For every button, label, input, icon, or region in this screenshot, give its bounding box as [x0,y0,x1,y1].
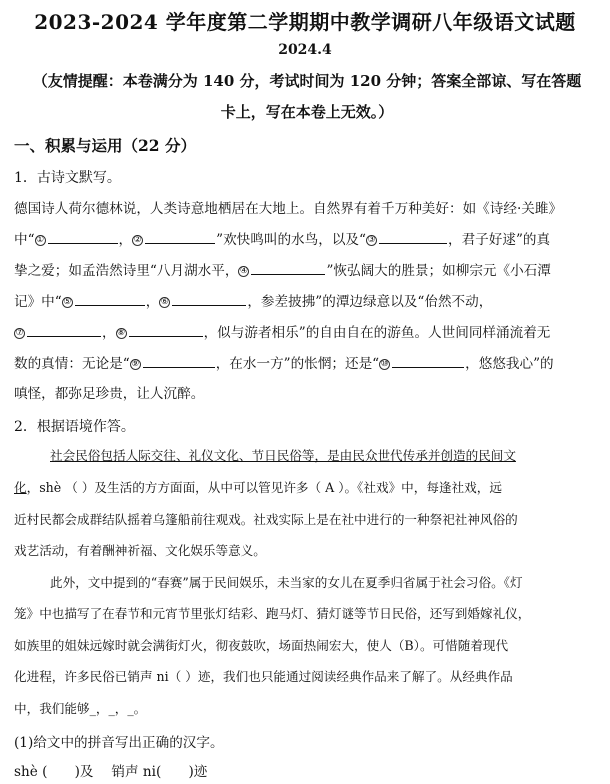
q1-text: ”欢快鸣叫的水鸟，以及“ [216,232,366,248]
q1-text: ，在水一方”的怅惘；还是“ [215,356,380,372]
answer-blank-5[interactable] [75,291,145,306]
blank-number-1: ① [36,235,45,245]
q2-passage-line-3: 近村民都会成群结队摇着乌篷船前往观戏。社戏实际上是在社中进行的一种祭祀社神风俗的 [14,512,518,527]
blank-number-3: ③ [367,235,376,245]
q2-passage-line-2 [14,478,600,498]
q2-passage-line-8: 化进程，许多民俗已销声 ni（ ）迹，我们也只能通过阅读经典作品来了解了。从经典作品 [14,669,513,684]
blank-number-9: ⑨ [131,359,140,369]
blank-number-7: ⑦ [15,328,24,338]
q1-line-2 [14,229,600,250]
blank-number-4: ④ [239,266,248,276]
answer-blank-8[interactable] [129,322,203,337]
q1-text: ，似与游者相乐”的自由自在的游鱼。人世间同样涌流着无 [203,325,551,341]
q2-passage-line-5: 此外，文中提到的“春赛”属于民间娱乐，未当家的女儿在夏季归省属于社会习俗。《灯 [50,575,523,590]
q1-text: 数的真情：无论是“ [14,356,130,372]
q1-line-5 [14,322,600,343]
q1-text: 中“ [14,232,35,248]
q1-line-1: 德国诗人荷尔德林说，人类诗意地栖居在大地上。自然界有着千万种美好：如《诗经·关雎》 [14,201,563,217]
answer-blank-4[interactable] [251,260,325,275]
answer-blank-6[interactable] [172,291,246,306]
blank-number-5: ⑤ [63,297,72,307]
section-heading: 一、积累与运用（22 分） [14,136,196,155]
q1-text: 记》中“ [14,294,62,310]
q1-line-7: 嗔怪，都弥足珍贵，让人沉醉。 [14,386,205,402]
blank-number-2: ② [133,235,142,245]
q1-text: 挚之爱；如孟浩然诗里“八月湖水平， [14,263,239,279]
q2-passage-line-7: 如族里的姐妹远嫁时就会满街灯火，彻夜鼓吹，场面热闹宏大，使人（B）。可惜随着现代 [14,638,509,653]
q1-text: ，参差披拂”的潭边绿意以及“佁然不动， [247,294,493,310]
notice-line-2: 卡上，写在本卷上无效。） [220,103,394,121]
notice-line-1: （友情提醒：本卷满分为 140 分，考试时间为 120 分钟；答案全部谅、写在答题 [32,72,582,90]
exam-title: 2023-2024 学年度第二学期期中教学调研八年级语文试题 [34,10,576,34]
q1-line-3 [14,260,600,281]
q2-passage-line-9: 中，我们能够_，_，_。 [14,701,147,716]
q1-text: ， [102,325,116,341]
answer-blank-3[interactable] [379,229,447,244]
answer-blank-9[interactable] [143,353,215,368]
q1-text: ， [118,232,133,248]
question-2-label: 2．根据语境作答。 [14,419,135,435]
q1-text: ，君子好逑”的真 [447,232,551,248]
blank-number-8: ⑧ [117,328,126,338]
q2-subquestion-1: (1)给文中的拼音写出正确的汉字。 [14,735,224,751]
answer-blank-1[interactable] [48,229,118,244]
exam-date: 2024.4 [278,42,332,58]
answer-blank-10[interactable] [392,353,464,368]
q1-line-6 [14,353,600,374]
q2-text: ，shè （ ）及生活的方方面面，从中可以管见许多（ A ）。《社戏》中，每逢社戏，远 [26,480,502,495]
q2-text: 化 [14,480,27,495]
q2-passage-line-4: 戏艺活动，有着酬神祈福、文化娱乐等意义。 [14,543,266,558]
blank-number-6: ⑥ [160,297,169,307]
q2-subquestion-1-answer-row[interactable]: shè ( )及 销声 ni( )迹 [14,764,208,780]
answer-blank-2[interactable] [145,229,215,244]
q2-passage-line-6: 笼》中也描写了在春节和元宵节里张灯结彩、跑马灯、猜灯谜等节日民俗，还写到婚嫁礼仪， [14,606,531,621]
q1-text: ， [145,294,160,310]
blank-number-10: ⑩ [380,359,389,369]
q1-text: ”恢弘阔大的胜景；如柳宗元《小石潭 [326,263,551,279]
answer-blank-7[interactable] [27,322,101,337]
q2-passage-line-1: 社会民俗包括人际交往、礼仪文化、节日民俗等，是由民众世代传承并创造的民间文 [50,448,516,463]
question-1-label: 1．古诗文默写。 [14,170,121,186]
q1-text: ，悠悠我心”的 [465,356,554,372]
q1-line-4 [14,291,600,312]
